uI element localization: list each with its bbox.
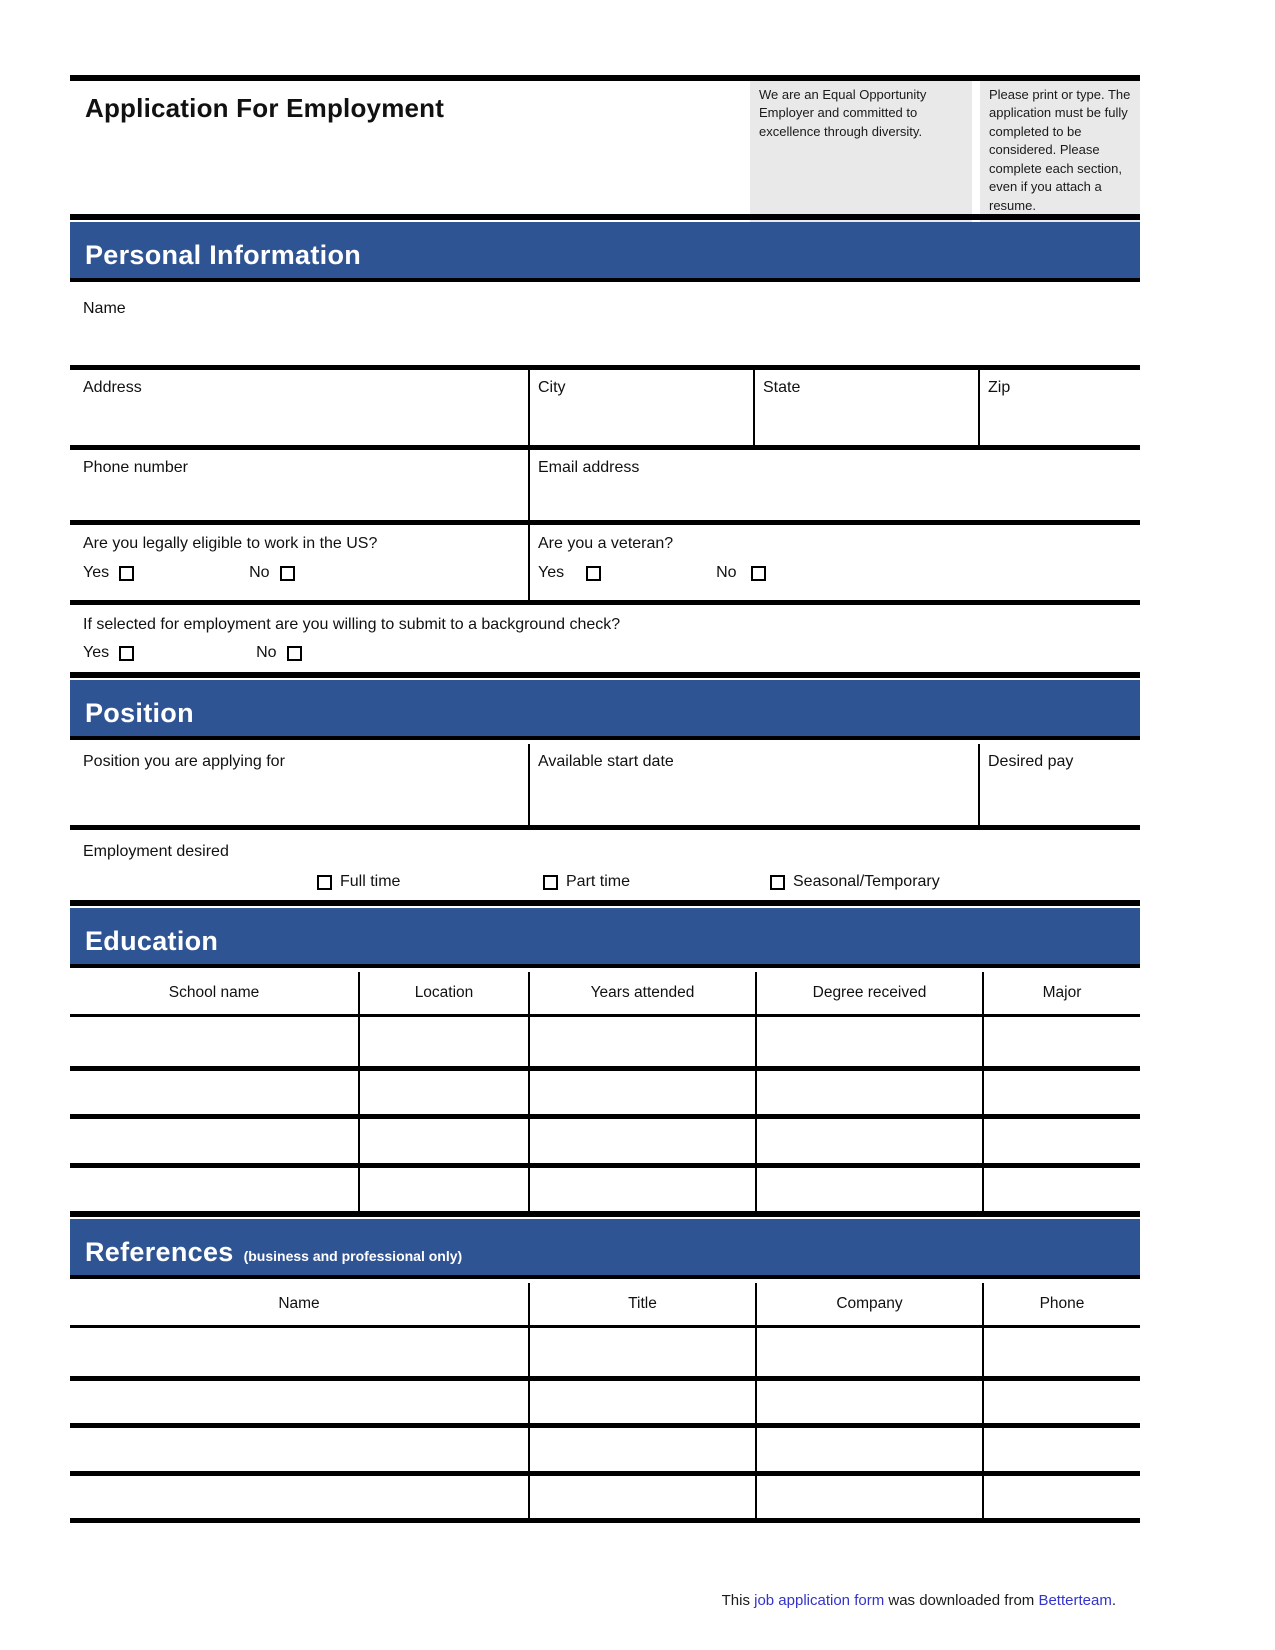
background-yes-checkbox[interactable] xyxy=(119,646,134,661)
desired-pay-field[interactable] xyxy=(978,744,1140,825)
reference-row-cell[interactable] xyxy=(528,1381,755,1424)
footer-text-end: . xyxy=(1111,1592,1116,1609)
veteran-no-label: No xyxy=(716,564,737,581)
references-header-bar xyxy=(70,1219,1140,1279)
education-row-cell[interactable] xyxy=(528,1168,755,1212)
seasonal-label: Seasonal/Temporary xyxy=(793,873,940,890)
job-application-form-link[interactable]: job application form xyxy=(754,1592,885,1609)
section-education xyxy=(70,900,1140,968)
education-row xyxy=(70,1066,1140,1115)
email-label: Email address xyxy=(538,459,640,476)
education-row-cell[interactable] xyxy=(982,1119,1140,1163)
reference-row-cell[interactable] xyxy=(70,1476,528,1519)
veteran-question-cell xyxy=(528,525,1140,600)
references-col-phone: Phone xyxy=(982,1283,1140,1325)
education-table-header xyxy=(70,972,1140,1017)
eligible-no-checkbox[interactable] xyxy=(280,566,295,581)
reference-row-cell[interactable] xyxy=(528,1476,755,1519)
education-row-cell[interactable] xyxy=(358,1017,528,1066)
education-row-cell[interactable] xyxy=(70,1119,358,1163)
education-col-years: Years attended xyxy=(528,972,755,1014)
start-date-label: Available start date xyxy=(538,753,674,770)
zip-label: Zip xyxy=(988,379,1011,396)
betterteam-link[interactable]: Betterteam xyxy=(1038,1592,1112,1609)
full-time-option[interactable] xyxy=(317,873,400,891)
education-row-cell[interactable] xyxy=(528,1071,755,1115)
education-row-cell[interactable] xyxy=(755,1017,982,1066)
applying-for-field[interactable] xyxy=(70,744,528,825)
personal-information-header-bar xyxy=(70,222,1140,282)
part-time-checkbox[interactable] xyxy=(543,875,558,890)
email-field[interactable] xyxy=(528,450,1140,520)
references-col-company: Company xyxy=(755,1283,982,1325)
equal-opportunity-notice: We are an Equal Opportunity Employer and committed to excellence through diversity. xyxy=(750,81,972,223)
references-title: References xyxy=(85,1237,234,1267)
eligible-question-cell xyxy=(70,525,528,600)
footer-credit xyxy=(70,1592,1140,1609)
education-row-cell[interactable] xyxy=(755,1071,982,1115)
education-row xyxy=(70,1163,1140,1212)
veteran-yes-checkbox[interactable] xyxy=(586,566,601,581)
education-row-cell[interactable] xyxy=(70,1017,358,1066)
education-table-body xyxy=(70,1017,1140,1211)
eligible-yes-checkbox[interactable] xyxy=(119,566,134,581)
references-col-title: Title xyxy=(528,1283,755,1325)
name-field[interactable] xyxy=(70,286,1140,365)
reference-row-cell[interactable] xyxy=(755,1381,982,1424)
veteran-no-checkbox[interactable] xyxy=(751,566,766,581)
eligible-no-label: No xyxy=(249,564,270,581)
city-field[interactable] xyxy=(528,370,753,445)
background-question-cell xyxy=(70,605,1140,672)
phone-label: Phone number xyxy=(83,459,188,476)
section-personal-information xyxy=(70,214,1140,282)
education-row-cell[interactable] xyxy=(70,1071,358,1115)
address-label: Address xyxy=(83,379,142,396)
background-no-checkbox[interactable] xyxy=(287,646,302,661)
print-or-type-notice: Please print or type. The application must be fully completed to be considered. Please complete each section, even if you attach a resume. xyxy=(980,81,1140,223)
references-subtitle: (business and professional only) xyxy=(243,1248,463,1264)
zip-field[interactable] xyxy=(978,370,1140,445)
footer-text-middle: was downloaded from xyxy=(884,1592,1039,1609)
state-label: State xyxy=(763,379,801,396)
reference-row-cell[interactable] xyxy=(528,1328,755,1376)
address-row xyxy=(70,365,1140,445)
section-position xyxy=(70,672,1140,740)
references-col-name: Name xyxy=(278,1295,320,1312)
reference-row-cell[interactable] xyxy=(70,1381,528,1424)
seasonal-option[interactable] xyxy=(770,873,940,891)
city-label: City xyxy=(538,379,566,396)
education-row-cell[interactable] xyxy=(358,1168,528,1212)
veteran-yes-label: Yes xyxy=(538,564,565,581)
reference-row-cell[interactable] xyxy=(982,1328,1140,1376)
background-no-label: No xyxy=(256,644,277,661)
phone-email-row xyxy=(70,445,1140,520)
employment-desired-row xyxy=(70,825,1140,900)
part-time-option[interactable] xyxy=(543,873,630,891)
page-title: Application For Employment xyxy=(85,93,445,123)
reference-row-cell[interactable] xyxy=(70,1328,528,1376)
full-time-label: Full time xyxy=(340,873,401,890)
position-header-bar xyxy=(70,680,1140,740)
reference-row xyxy=(70,1471,1140,1519)
education-header-bar xyxy=(70,908,1140,968)
background-check-row xyxy=(70,600,1140,672)
education-row xyxy=(70,1114,1140,1163)
education-col-degree: Degree received xyxy=(755,972,982,1014)
eligibility-row xyxy=(70,520,1140,600)
eligible-yes-label: Yes xyxy=(83,564,110,581)
reference-row xyxy=(70,1376,1140,1424)
phone-field[interactable] xyxy=(70,450,528,520)
education-row-cell[interactable] xyxy=(982,1017,1140,1066)
reference-row-cell[interactable] xyxy=(982,1428,1140,1471)
reference-row-cell[interactable] xyxy=(755,1476,982,1519)
veteran-question: Are you a veteran? xyxy=(538,535,674,552)
education-title: Education xyxy=(85,926,219,956)
reference-row-cell[interactable] xyxy=(982,1381,1140,1424)
reference-row xyxy=(70,1423,1140,1471)
eligible-question: Are you legally eligible to work in the US? xyxy=(83,535,378,552)
personal-information-title: Personal Information xyxy=(85,240,362,270)
desired-pay-label: Desired pay xyxy=(988,753,1074,770)
education-col-school: School name xyxy=(168,984,260,1001)
education-row-cell[interactable] xyxy=(358,1071,528,1115)
education-row xyxy=(70,1017,1140,1066)
background-question: If selected for employment are you willing to submit to a background check? xyxy=(83,616,621,633)
applying-for-label: Position you are applying for xyxy=(83,753,285,770)
start-date-field[interactable] xyxy=(528,744,978,825)
part-time-label: Part time xyxy=(566,873,631,890)
education-row-cell[interactable] xyxy=(358,1119,528,1163)
reference-row-cell[interactable] xyxy=(982,1476,1140,1519)
education-row-cell[interactable] xyxy=(70,1168,358,1212)
footer-text-start: This xyxy=(721,1592,755,1609)
seasonal-checkbox[interactable] xyxy=(770,875,785,890)
references-table-body xyxy=(70,1328,1140,1523)
position-title: Position xyxy=(85,698,194,728)
notice-boxes xyxy=(750,81,1140,223)
references-table-header xyxy=(70,1283,1140,1328)
position-row xyxy=(70,744,1140,825)
education-row-cell[interactable] xyxy=(755,1168,982,1212)
education-col-major: Major xyxy=(982,972,1140,1014)
education-row-cell[interactable] xyxy=(982,1071,1140,1115)
reference-row-cell[interactable] xyxy=(755,1328,982,1376)
full-time-checkbox[interactable] xyxy=(317,875,332,890)
education-row-cell[interactable] xyxy=(528,1017,755,1066)
education-col-location: Location xyxy=(358,972,528,1014)
reference-row-cell[interactable] xyxy=(70,1428,528,1471)
address-field[interactable] xyxy=(70,370,528,445)
state-field[interactable] xyxy=(753,370,978,445)
name-label: Name xyxy=(83,300,126,317)
education-row-cell[interactable] xyxy=(755,1119,982,1163)
education-row-cell[interactable] xyxy=(528,1119,755,1163)
reference-row xyxy=(70,1328,1140,1376)
reference-row-cell[interactable] xyxy=(755,1428,982,1471)
section-references xyxy=(70,1211,1140,1279)
background-yes-label: Yes xyxy=(83,644,110,661)
education-row-cell[interactable] xyxy=(982,1168,1140,1212)
employment-desired-label: Employment desired xyxy=(83,843,229,860)
reference-row-cell[interactable] xyxy=(528,1428,755,1471)
